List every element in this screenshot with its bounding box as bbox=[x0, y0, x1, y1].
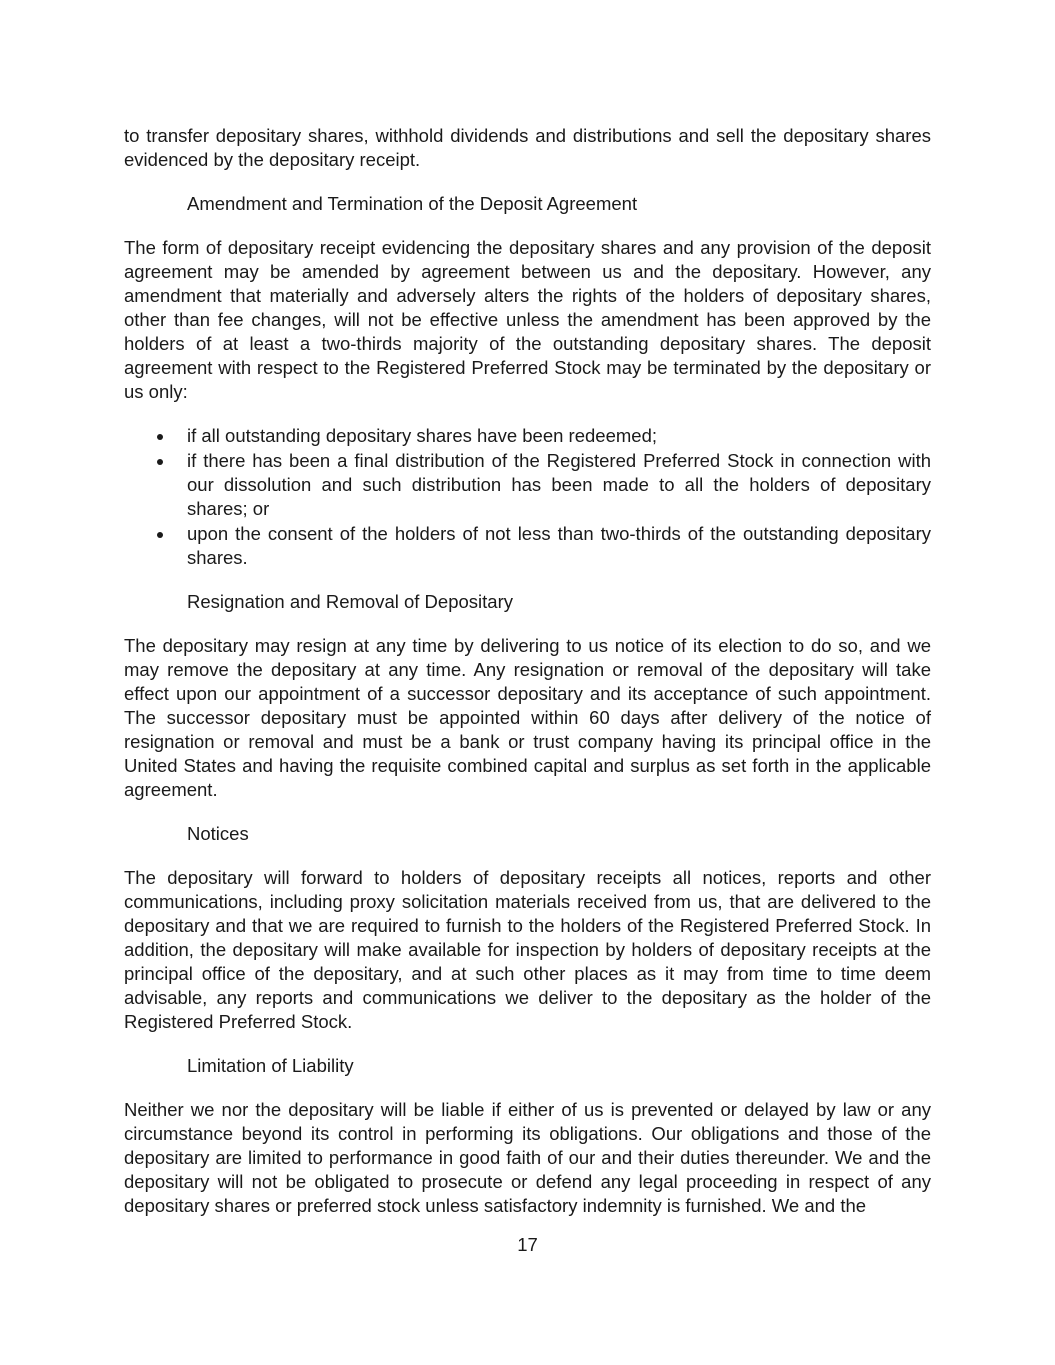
list-item-text: if all outstanding depositary shares have been redeemed; bbox=[187, 425, 657, 446]
heading-limitation-liability: Limitation of Liability bbox=[187, 1055, 354, 1076]
bullet-icon bbox=[157, 434, 163, 440]
paragraph-notices: The depositary will forward to holders of depositary receipts all notices, reports and other communications, including proxy solicitation materials received from us, that are delivered to the depositary and that we are required to furnish to the holders of the Registered Preferred Stock. In addition, the depositary will make available for inspection by holders of depositary receipts at the principal office of the depositary, and at such other places as it may from time to time deem advisable, any reports and communications we deliver to the depositary as the holder of the Registered Preferred Stock. bbox=[124, 867, 931, 1032]
list-item bbox=[124, 449, 931, 521]
list-item-text: upon the consent of the holders of not less than two-thirds of the outstanding depositary shares. bbox=[187, 523, 931, 568]
heading-resignation-removal: Resignation and Removal of Depositary bbox=[187, 591, 513, 612]
page-number: 17 bbox=[517, 1234, 538, 1255]
heading-amendment-termination: Amendment and Termination of the Deposit Agreement bbox=[187, 193, 638, 214]
list-item-text: if there has been a final distribution of the Registered Preferred Stock in connection with our dissolution and such distribution has been made to all the holders of depositary shares; or bbox=[187, 450, 931, 519]
termination-conditions-list bbox=[124, 424, 931, 570]
page-content bbox=[124, 124, 931, 1238]
bullet-icon bbox=[157, 532, 163, 538]
paragraph-liability: Neither we nor the depositary will be liable if either of us is prevented or delayed by law or any circumstance beyond its control in performing its obligations. Our obligations and those of the depositary are limited to performance in good faith of our and their duties thereunder. We and the depositary will not be obligated to prosecute or defend any legal proceeding in respect of any depositary shares or preferred stock unless satisfactory indemnity is furnished. We and the bbox=[124, 1099, 931, 1216]
paragraph-resignation: The depositary may resign at any time by delivering to us notice of its election to do so, and we may remove the depositary at any time. Any resignation or removal of the depositary will take effect upon our appointment of a successor depositary and its acceptance of such appointment. The successor depositary must be appointed within 60 days after delivery of the notice of resignation or removal and must be a bank or trust company having its principal office in the United States and having the requisite combined capital and surplus as set forth in the applicable agreement. bbox=[124, 635, 931, 800]
paragraph-continuation: to transfer depositary shares, withhold dividends and distributions and sell the depositary shares evidenced by the depositary receipt. bbox=[124, 125, 931, 170]
bullet-icon bbox=[157, 459, 163, 465]
list-item bbox=[124, 424, 931, 448]
paragraph-amendment: The form of depositary receipt evidencing the depositary shares and any provision of the deposit agreement may be amended by agreement between us and the depositary. However, any amendment that materially and adversely alters the rights of the holders of depositary shares, other than fee changes, will not be effective unless the amendment has been approved by the holders of at least a two-thirds majority of the outstanding depositary shares. The deposit agreement with respect to the Registered Preferred Stock may be terminated by the depositary or us only: bbox=[124, 237, 931, 402]
list-item bbox=[124, 522, 931, 570]
heading-notices: Notices bbox=[187, 823, 249, 844]
